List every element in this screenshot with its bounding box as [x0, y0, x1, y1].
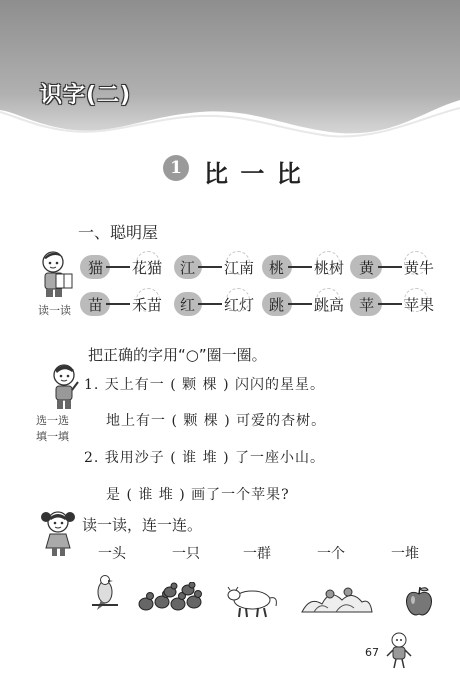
char-single: 桃: [269, 259, 285, 277]
char-single: 黄: [359, 259, 375, 277]
measure-word: 一群: [243, 546, 271, 562]
word-row-1: [78, 253, 438, 281]
measure-word: 一头: [98, 546, 126, 562]
char-word: 花猫: [132, 259, 163, 277]
connect-instruction: 读一读，连一连。: [82, 516, 203, 534]
circle-instruction: 把正确的字用“○”圈一圈。: [88, 346, 267, 364]
calf-icon: [226, 584, 282, 618]
char-single: 苗: [88, 296, 104, 314]
exercise-line: 1. 天上有一 ( 颗 棵 ) 闪闪的星星。: [84, 377, 325, 393]
choose-label: 选一选: [36, 414, 69, 427]
unit-banner: [0, 0, 460, 140]
bird-icon: [88, 574, 122, 614]
char-single: 红: [180, 296, 196, 314]
mascot-footer-icon: [384, 630, 414, 672]
exercise-line: 2. 我用沙子 ( 谁 堆 ) 了一座小山。: [84, 450, 325, 466]
measure-word: 一堆: [391, 546, 419, 562]
char-word: 禾苗: [132, 296, 163, 314]
char-single: 猫: [88, 259, 104, 277]
lesson-title: 比 一 比: [204, 160, 303, 188]
reading-boy-icon: [36, 248, 78, 300]
page-number: 67: [365, 646, 379, 659]
char-word: 红灯: [224, 296, 255, 314]
apple-icon: [402, 584, 436, 618]
exercise-line: 是 ( 谁 堆 ) 画了一个苹果?: [106, 487, 290, 503]
chick-flock-icon: [136, 582, 210, 616]
measure-word: 一只: [172, 546, 200, 562]
char-single: 江: [180, 259, 196, 277]
char-word: 苹果: [404, 296, 435, 314]
read-label: 读一读: [38, 304, 71, 317]
measure-word: 一个: [317, 546, 345, 562]
word-row-2: [78, 290, 438, 318]
thinking-boy-icon: [46, 362, 82, 412]
char-single: 苹: [359, 296, 375, 314]
section-title: 一、聪明屋: [78, 223, 159, 242]
sand-pile-icon: [300, 582, 374, 616]
lesson-number: 1: [163, 155, 189, 181]
char-word: 黄牛: [404, 259, 435, 277]
exercise-line: 地上有一 ( 颗 棵 ) 可爱的杏树。: [106, 413, 327, 429]
char-word: 桃树: [314, 259, 345, 277]
unit-title: 识字(二): [40, 83, 132, 108]
fill-label: 填一填: [36, 430, 69, 443]
girl-icon: [40, 508, 76, 558]
char-word: 跳高: [314, 296, 345, 314]
char-word: 江南: [224, 259, 255, 277]
char-single: 跳: [269, 296, 285, 314]
